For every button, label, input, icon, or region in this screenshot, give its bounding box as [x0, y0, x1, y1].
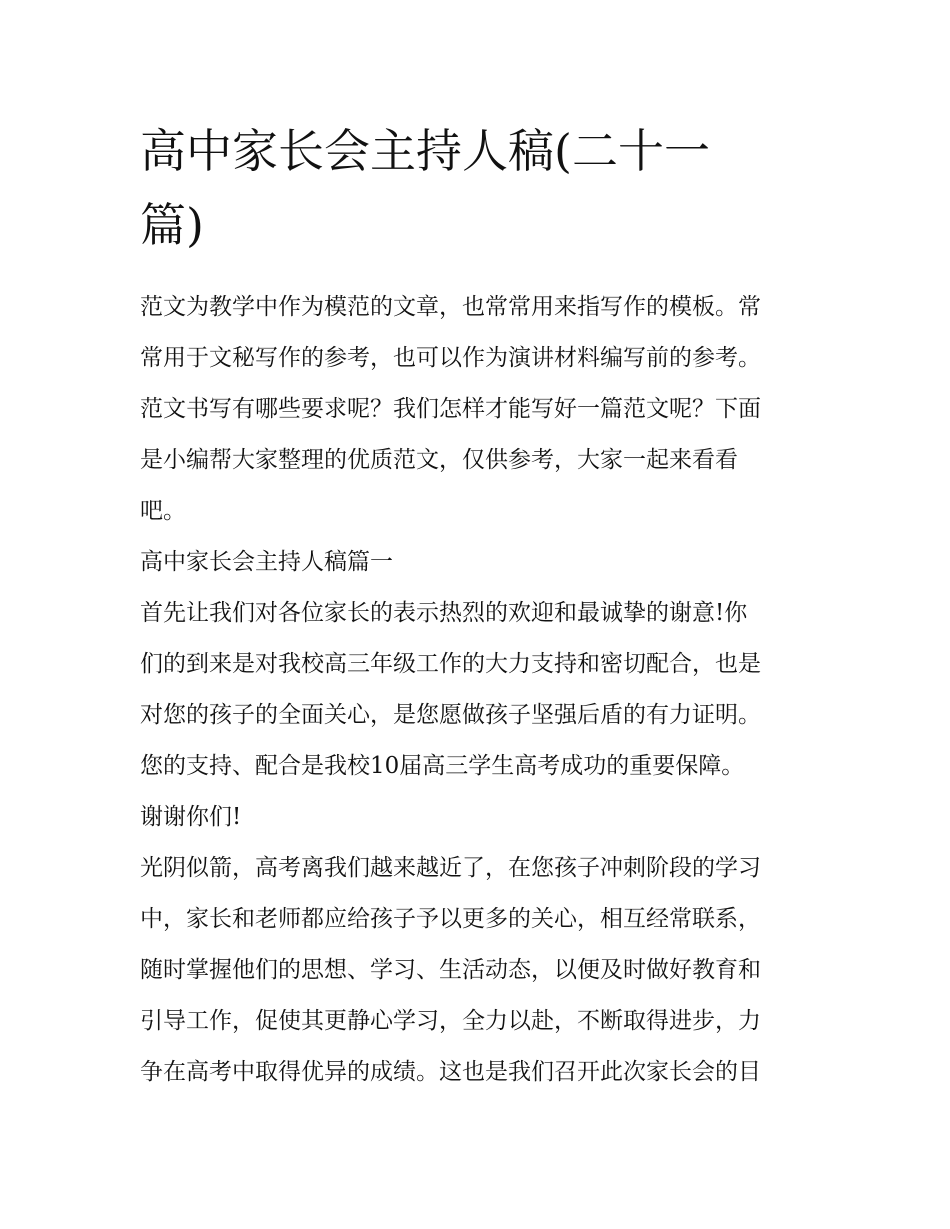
paragraph-1: [140, 588, 812, 843]
paragraph-1-line-2: 们的到来是对我校高三年级工作的大力支持和密切配合，也是: [140, 651, 761, 677]
paragraph-2-line-2: 中，家长和老师都应给孩子予以更多的关心，相互经常联系，: [140, 906, 761, 932]
paragraph-2-line-1: 光阴似箭，高考离我们越来越近了，在您孩子冲刺阶段的学习: [140, 855, 761, 881]
intro-line-4: 是小编帮大家整理的优质范文，仅供参考，大家一起来看看: [140, 447, 738, 473]
document-title: [140, 114, 780, 262]
title-line-2: 篇): [140, 198, 204, 252]
paragraph-1-line-3: 对您的孩子的全面关心，是您愿做孩子坚强后盾的有力证明。: [140, 702, 761, 728]
title-line-1: 高中家长会主持人稿(二十一: [140, 124, 710, 178]
intro-paragraph: [140, 282, 812, 537]
paragraph-2-line-4: 引导工作，促使其更静心学习，全力以赴，不断取得进步，力: [140, 1008, 761, 1034]
intro-line-1: 范文为教学中作为模范的文章，也常常用来指写作的模板。常: [140, 294, 761, 320]
paragraph-1-line-1: 首先让我们对各位家长的表示热烈的欢迎和最诚挚的谢意!你: [140, 600, 748, 626]
section-heading-text: 高中家长会主持人稿篇一: [140, 549, 393, 575]
intro-line-3: 范文书写有哪些要求呢？我们怎样才能写好一篇范文呢？下面: [140, 396, 761, 422]
paragraph-1-line-5: 谢谢你们!: [140, 804, 242, 830]
paragraph-1-line-4: 您的支持、配合是我校10届高三学生高考成功的重要保障。: [140, 753, 745, 779]
paragraph-2-line-3: 随时掌握他们的思想、学习、生活动态，以便及时做好教育和: [140, 957, 761, 983]
intro-line-2: 常用于文秘写作的参考，也可以作为演讲材料编写前的参考。: [140, 345, 761, 371]
paragraph-2-line-5: 争在高考中取得优异的成绩。这也是我们召开此次家长会的目: [140, 1059, 761, 1085]
paragraph-2: [140, 843, 812, 1098]
intro-line-5: 吧。: [140, 498, 186, 524]
section-heading: [140, 537, 812, 588]
document-body: [140, 282, 812, 1098]
